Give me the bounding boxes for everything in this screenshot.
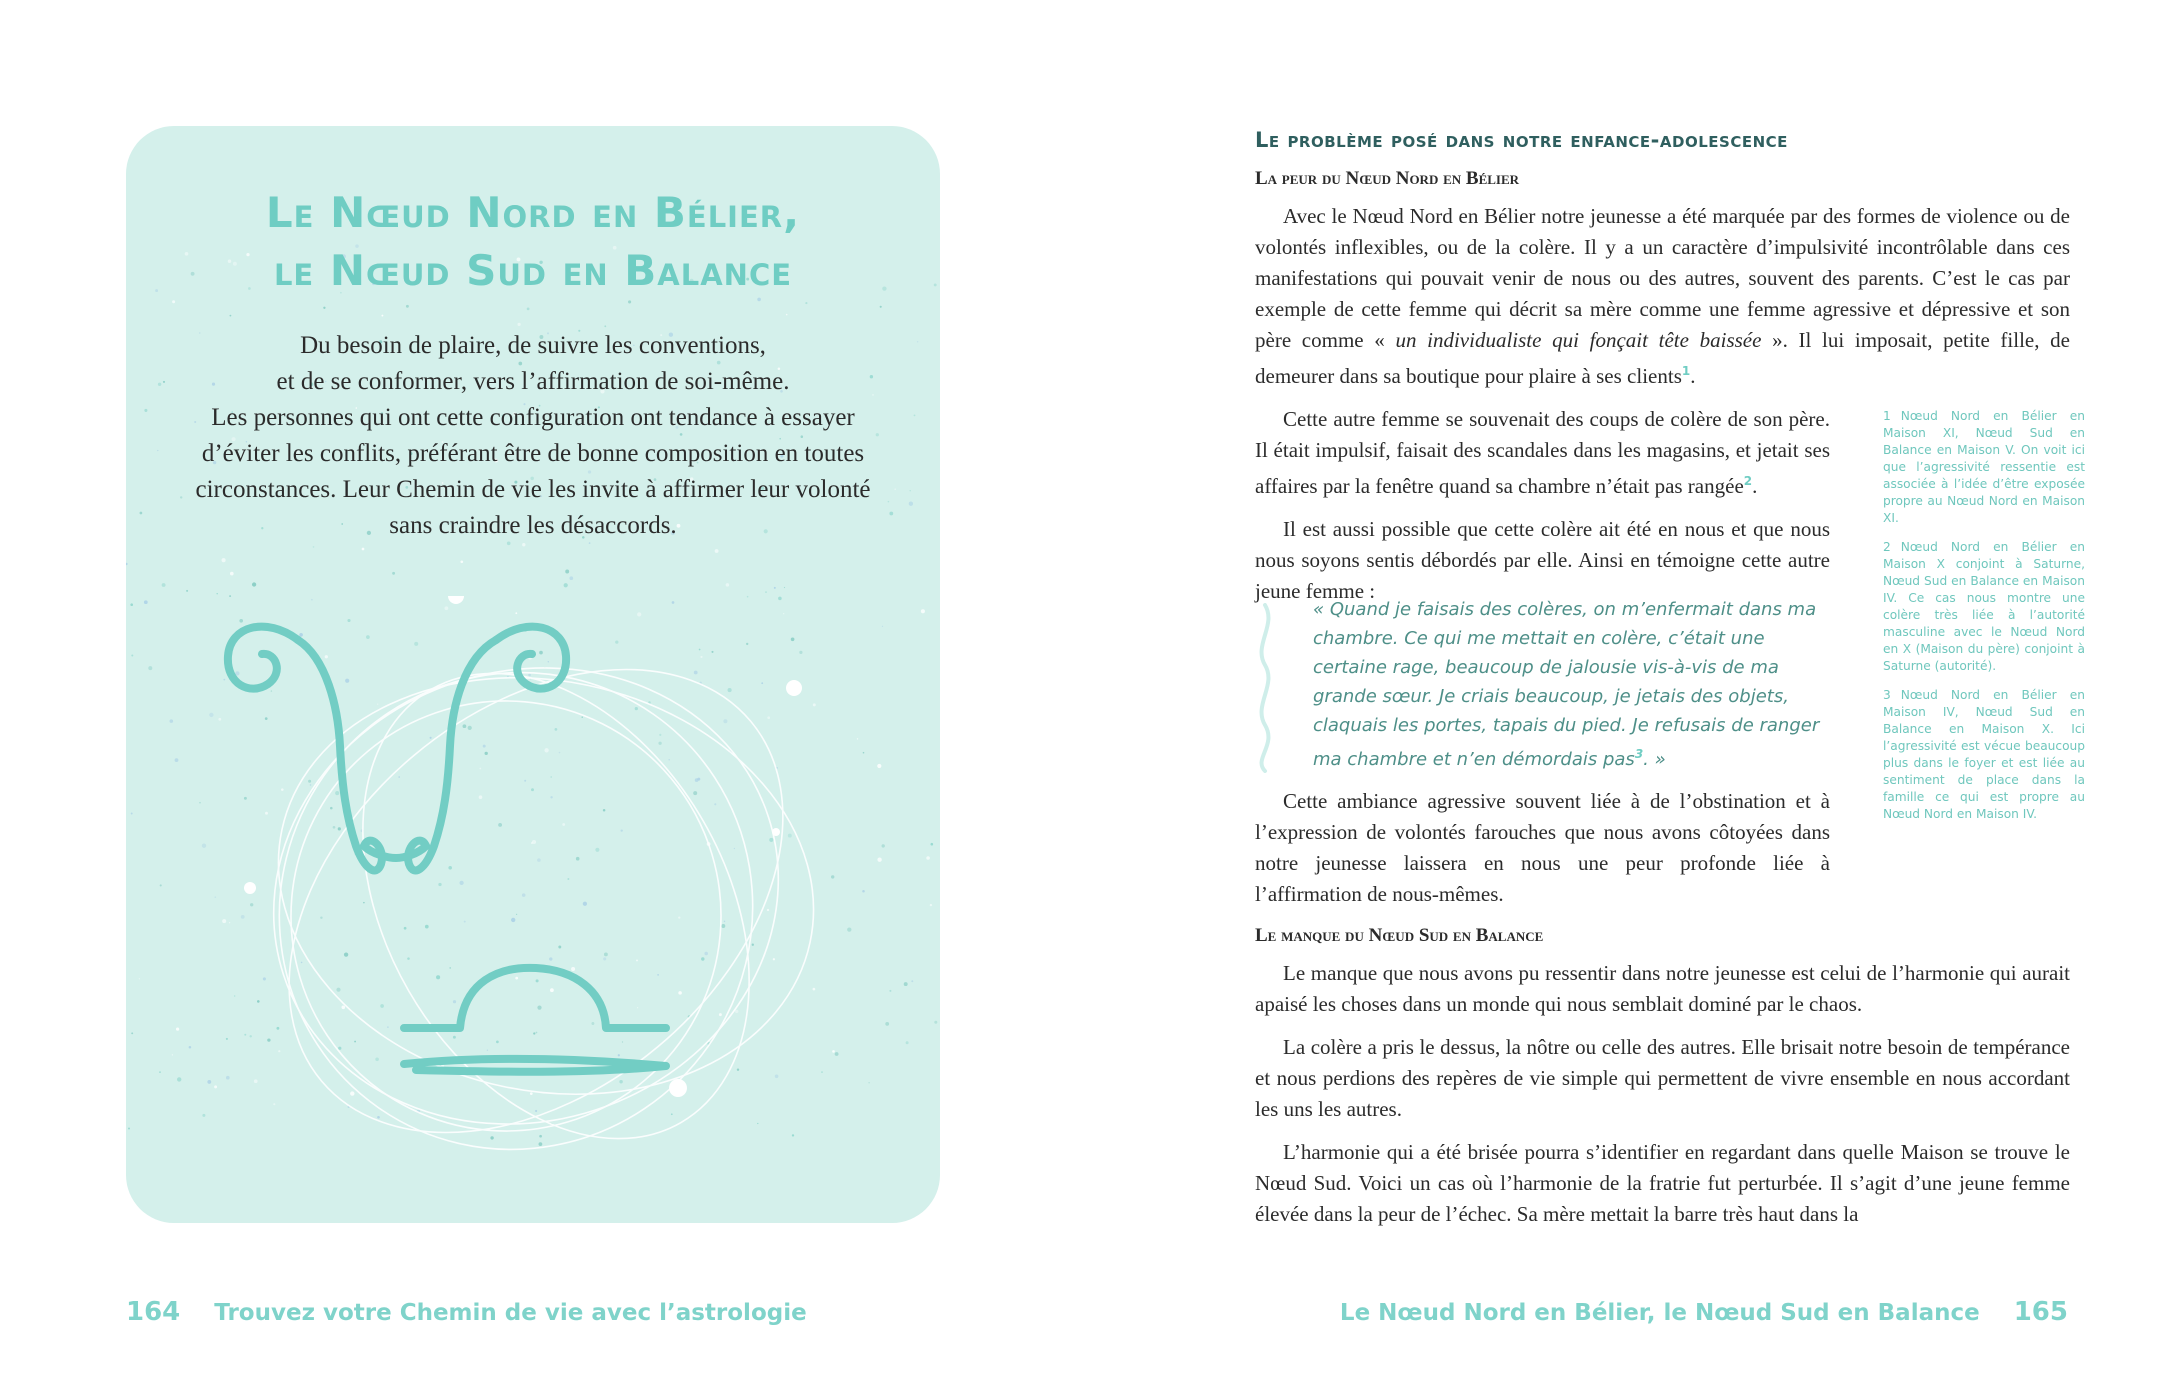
footnote-number: 1 (1883, 409, 1891, 423)
page-number-left: 164 (126, 1297, 181, 1327)
quote-end: . » (1643, 749, 1666, 770)
intro-line: et de se conformer, vers l’affirmation de soi-même. (276, 368, 790, 395)
card-title-line-1: Le Nœud Nord en Bélier, (265, 188, 801, 237)
footnote-3 (1883, 687, 2085, 823)
footnote-text: Nœud Nord en Bélier en Maison IV, Nœud Sud en Balance en Maison X. Ici l’agressivité est vécue beaucoup plus dans le foyer et est liée au sentiment de place dans la famille ce qui est propre au Nœud Nord en Maison IV. (1883, 688, 2085, 821)
footer-right (1340, 1297, 2068, 1328)
footnote-number: 2 (1883, 540, 1891, 554)
block-quote (1255, 595, 1830, 774)
footnote-text: Nœud Nord en Bélier en Maison X conjoint à Saturne, Nœud Sud en Balance en Maison IV. Ce cas nous montre une colère très liée à l’autorité masculine avec le Nœud Nord en X (Maison du père) conjoint à Saturne (autorité). (1883, 540, 2085, 673)
p1-emphasis: un individualiste qui fonçait tête baissée (1395, 328, 1762, 352)
paragraph-1: Avec le Nœud Nord en Bélier notre jeunesse a été marquée par des formes de violence ou de volontés inflexibles, ou de la colère. Il y a un caractère d’impulsivité incontrôlable dans ces manifestations qui pouvait venir de nous ou des autres, souvent des parents. C’est le cas par exemple de cette femme qui décrit sa mère comme une femme agressive et dépressive et son père comme « un individualiste qui fonçait tête baissée ». Il lui imposait, petite fille, de demeurer dans sa boutique pour plaire à ses clients$^1$. (1255, 204, 2070, 388)
quote-text (1313, 595, 1830, 774)
libra-glyph-icon (404, 968, 666, 1072)
card-title-line-2: le Nœud Sud en Balance (273, 246, 793, 295)
intro-line: circonstances. Leur Chemin de vie les invite à affirmer leur volonté (195, 476, 871, 503)
paragraph-2 (1255, 404, 1830, 502)
margin-notes (1883, 408, 2085, 835)
zodiac-illustration (126, 596, 940, 1223)
intro-line: Les personnes qui ont cette configuration ont tendance à essayer (211, 404, 855, 431)
wavy-brace-icon (1255, 603, 1279, 773)
running-title-right: Le Nœud Nord en Bélier, le Nœud Sud en Balance (1339, 1300, 1980, 1326)
p2-end: . (1752, 474, 1758, 498)
footnote-number: 3 (1883, 688, 1891, 702)
paragraph-6: La colère a pris le dessus, la nôtre ou celle des autres. Elle brisait notre besoin de tempérance et nous perdions des repères de vie simple qui permettent de vivre ensemble en nous accordant les uns les autres. (1255, 1035, 2070, 1121)
p2-text: Cette autre femme se souvenait des coups de colère de son père. Il était impulsif, faisait des scandales dans les magasins, et jetait ses affaires par la fenêtre quand sa chambre n’était pas rangée (1255, 407, 1830, 498)
p1-text-end: ». Il lui imposait, petite fille, de demeurer dans sa boutique pour plaire à ses clients (1255, 328, 2070, 388)
note-ref-1[interactable]: 1 (1681, 364, 1691, 378)
subheading-fear: La peur du Nœud Nord en Bélier (1255, 168, 1520, 189)
paragraph-5: Le manque que nous avons pu ressentir dans notre jeunesse est celui de l’harmonie qui aurait apaisé les choses dans un monde qui nous semblait dominé par le chaos. (1255, 961, 2070, 1016)
chapter-card (126, 126, 940, 1223)
section-heading: Le problème posé dans notre enfance-adolescence (1255, 128, 1788, 152)
card-intro (166, 328, 900, 544)
page-number-right: 165 (2013, 1297, 2068, 1327)
intro-line: Du besoin de plaire, de suivre les conventions, (300, 332, 766, 359)
p3-text: Il est aussi possible que cette colère ait été en nous et que nous nous soyons sentis débordés par elle. Ainsi en témoigne cette autre jeune femme : (1255, 517, 1830, 603)
aries-glyph-icon (228, 627, 566, 871)
note-ref-3[interactable]: 3 (1634, 747, 1644, 761)
star-dots-icon (244, 596, 802, 1097)
footnote-text: Nœud Nord en Bélier en Maison XI, Nœud Sud en Balance en Maison V. On voit ici que l’agressivité ressentie est associée à l’idée d’être exposée propre au Nœud Nord en Maison XI. (1883, 409, 2085, 525)
paragraph-4: Cette ambiance agressive souvent liée à de l’obstination et à l’expression de volontés farouches que nous avons côtoyées dans notre jeunesse laissera en nous une peur profonde liée à l’affirmation de nous-mêmes. (1255, 789, 1830, 906)
paragraph-7: L’harmonie qui a été brisée pourra s’identifier en regardant dans quelle Maison se trouve le Nœud Sud. Voici un cas où l’harmonie de la fratrie fut perturbée. Il s’agit d’une jeune femme élevée dans la peur de l’échec. Sa mère mettait la barre très haut dans la (1255, 1140, 2070, 1226)
note-ref-2[interactable]: 2 (1743, 474, 1753, 488)
paragraph-3 (1255, 514, 1830, 607)
intro-line: sans craindre les désaccords. (389, 512, 677, 539)
footnote-1 (1883, 408, 2085, 527)
intro-line: d’éviter les conflits, préférant être de bonne composition en toutes (201, 440, 865, 467)
footnote-2 (1883, 539, 2085, 675)
footer-left (126, 1297, 807, 1328)
running-title-left: Trouvez votre Chemin de vie avec l’astrologie (214, 1300, 807, 1326)
card-title (126, 184, 940, 300)
quote-body: « Quand je faisais des colères, on m’enfermait dans ma chambre. Ce qui me mettait en colère, c’était une certaine rage, beaucoup de jalousie vis-à-vis de ma grande sœur. Je criais beaucoup, je jetais des objets, claquais les portes, tapais du pied. Je refusais de ranger ma chambre et n’en démordais pas (1313, 599, 1820, 770)
p1-text: Avec le Nœud Nord en Bélier notre jeunesse a été marquée par des formes de violence ou de volontés inflexibles, ou de la colère. Il y a un caractère d’impulsivité incontrôlable dans ces manifestations qui pouvait venir de nous ou des autres, souvent des parents. C’est le cas par exemple de cette femme qui décrit sa mère comme une femme agressive et dépressive et son père comme « (1255, 204, 2070, 352)
subheading-lack: Le manque du Nœud Sud en Balance (1255, 925, 1544, 946)
